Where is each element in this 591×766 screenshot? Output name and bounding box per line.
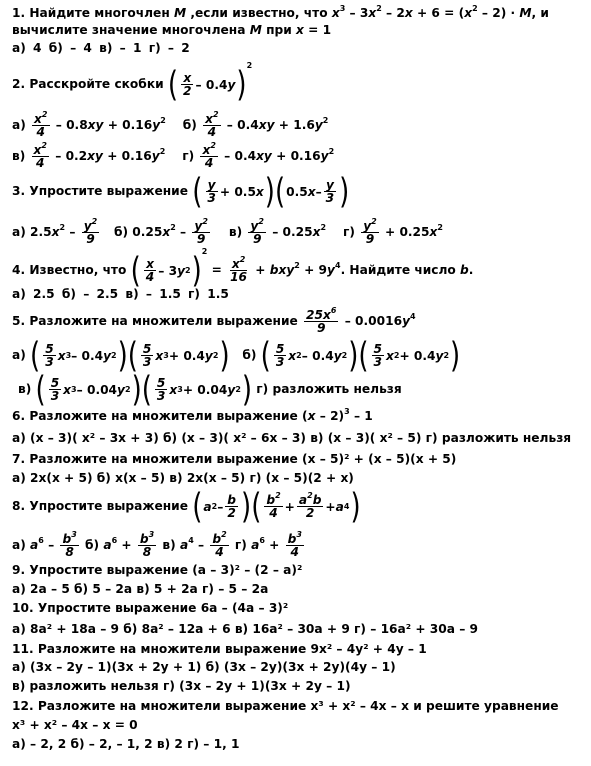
problem-4-question: 4. Известно, что ( x 4 – 3 y 2 ) $^2$ = $\frac{x^2}{16}$ + $bxy^2 + 9y^4$. Найдите число b. bbox=[12, 247, 474, 291]
problem-3-question: 3. Упростите выражение ( y 3 + 0.5 x ) ( 0.5 x – y 3 ) bbox=[12, 171, 350, 212]
problem-9-answers: а) 2a – 5 б) 5 – 2a в) 5 + 2a г) – 5 – 2a bbox=[12, 582, 269, 596]
problem-7-question: 7. Разложите на множители выражение (x – 5)² + (x – 5)(x + 5) bbox=[12, 452, 457, 466]
problem-2-question: 2. Расскройте скобки ( x 2 – 0.4 y ) $^2$ bbox=[12, 61, 253, 105]
problem-1-question: 1. Найдите многочлен M ,если известно, что $x^3 - 3x^2 - 2x + 6 = (x^2 - 2) \cdot M$, и bbox=[12, 4, 549, 20]
problem-11-question: 11. Разложите на множители выражение 9x² – 4y² + 4y – 1 bbox=[12, 642, 427, 656]
problem-1-answers: а) 4 б) – 4 в) – 1 г) – 2 bbox=[12, 41, 190, 55]
problem-10-question: 10. Упростите выражение 6a – (4a – 3)² bbox=[12, 601, 289, 615]
problem-12-question: 12. Разложите на множители выражение x³ + x² – 4x – x и решите уравнение bbox=[12, 699, 559, 713]
problem-8-answers: а) $a^6$ – $\frac{b^3}{8}$ б) $a^6$ + $\frac{b^3}{8}$ в) $a^4$ – $\frac{b^2}{4}$ г) $a^6$ + $\frac{b^3}{4}$ bbox=[12, 530, 302, 559]
problem-10-answers: а) 8a² + 18a – 9 б) 8a² – 12a + 6 в) 16a² – 30a + 9 г) – 16a² + 30a – 9 bbox=[12, 622, 479, 636]
problem-12-equation: x³ + x² – 4x – x = 0 bbox=[12, 718, 138, 732]
problem-4-answers: а) 2.5 б) – 2.5 в) – 1.5 г) 1.5 bbox=[12, 287, 229, 301]
problem-8-question: 8. Упростите выражение ( a 2 – b 2 ) ( $b^2$ 4 + $a^2b$ 2 + a 4 ) bbox=[12, 486, 361, 527]
problem-1-question-cont: вычислите значение многочлена M при x = 1 bbox=[12, 23, 332, 37]
problem-5-answers-row1: а) ( 5 3 x 3 – 0.4 y 2 ) ( 5 3 x 3 + 0.4 y 2 ) б) ( 5 3 x 2 – 0.4 y 2 ) ( 5 3 x 2 + 0.4 y 2 ) bbox=[12, 335, 461, 376]
problem-9-question: 9. Упростите выражение (a – 3)² – (2 – a)² bbox=[12, 563, 303, 577]
problem-5-answers-row2: в) ( 5 3 x 3 – 0.04 y 2 ) ( 5 3 x 3 + 0.04 y 2 ) г) разложить нельзя bbox=[18, 369, 402, 410]
problem-6-question: 6. Разложите на множители выражение (x – 2)$^3$ – 1 bbox=[12, 407, 373, 423]
problem-3-answers: а) $2.5x^2$ – $\frac{y^2}{9}$ б) $0.25x^2$ – $\frac{y^2}{9}$ в) $\frac{y^2}{9}$ – $0.25x^2$ г) $\frac{y^2}{9}$ + $0.25x^2$ bbox=[12, 217, 443, 246]
problem-12-answers: а) – 2, 2 б) – 2, – 1, 2 в) 2 г) – 1, 1 bbox=[12, 737, 240, 751]
problem-6-answers: а) (x – 3)( x² – 3x + 3) б) (x – 3)( x² – 6x – 3) в) (x – 3)( x² – 5) г) разложить нельзя bbox=[12, 431, 572, 445]
problem-11-answers-row1: а) (3x – 2y – 1)(3x + 2y + 1) б) (3x – 2y)(3x + 2y)(4y – 1) bbox=[12, 660, 396, 674]
problem-2-answers-row2: в) $\frac{x^2}{4}$ – $0.2xy + 0.16y^2$ г) $\frac{x^2}{4}$ – $0.4xy + 0.16y^2$ bbox=[12, 141, 335, 170]
problem-11-answers-row2: в) разложить нельзя г) (3x – 2y + 1)(3x + 2y – 1) bbox=[12, 679, 351, 693]
problem-5-question: 5. Разложите на множители выражение $\frac{25x^6}{9}$ – $0.0016y^4$ bbox=[12, 306, 416, 335]
problem-7-answers: а) 2x(x + 5) б) x(x – 5) в) 2x(x – 5) г) (x – 5)(2 + x) bbox=[12, 471, 354, 485]
problem-2-answers-row1: а) $\frac{x^2}{4}$ – $0.8xy + 0.16y^2$ б) $\frac{x^2}{4}$ – $0.4xy + 1.6y^2$ bbox=[12, 110, 329, 139]
